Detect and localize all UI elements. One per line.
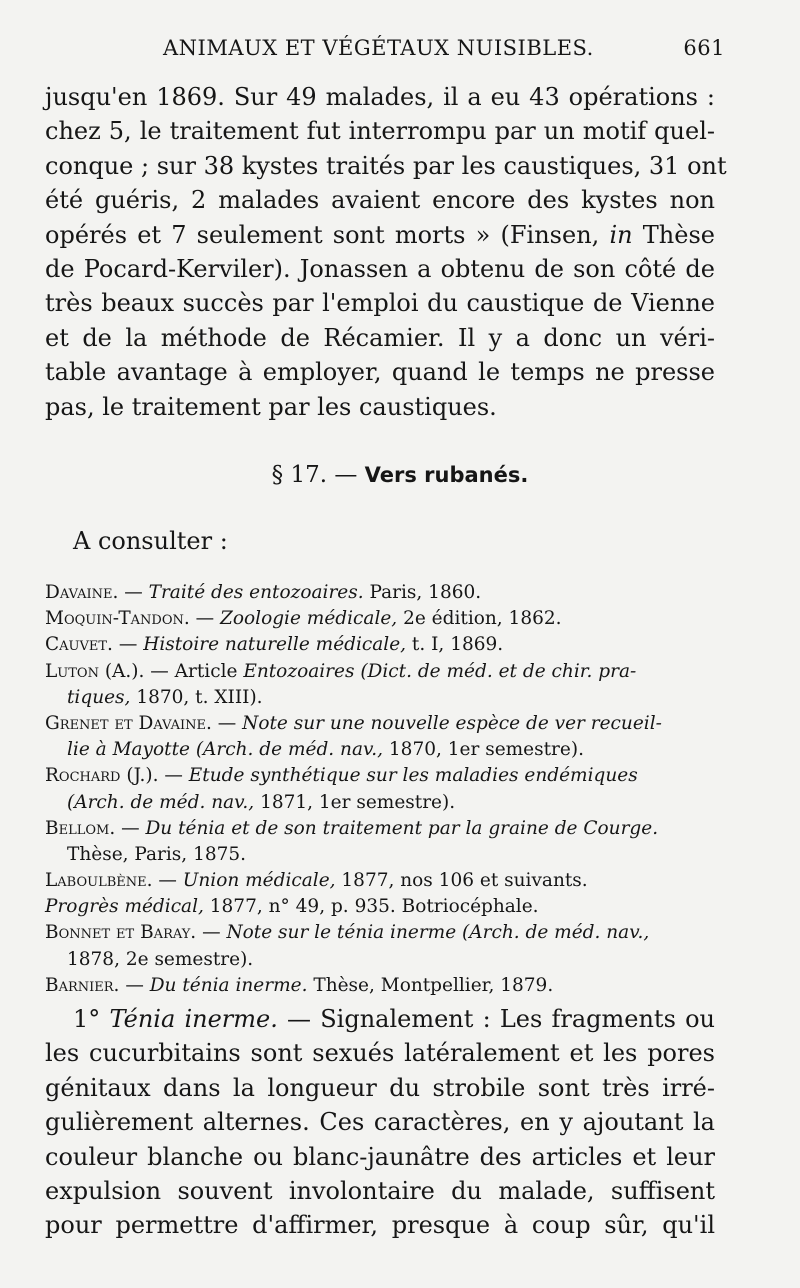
text-line: couleur blanche ou blanc-jaunâtre des articles et leur [45,1142,715,1171]
bibliography-entry [45,763,715,815]
text-line: Bonnet et Baray. — Note sur le ténia inerme (Arch. de méd. nav., [45,922,650,944]
ref-author: Grenet et Davaine. [45,712,212,734]
ref-author: Davaine. [45,582,119,603]
ref-author: Bonnet et Baray. [45,922,197,944]
text-line: gulièrement alternes. Ces caractères, en y ajoutant la [45,1108,715,1137]
text-line: les cucurbitains sont sexués latéralement et les pores [45,1039,715,1068]
consult-label: A consulter : [73,527,228,555]
bibliography-entry [45,868,715,894]
text-line: Progrès médical, 1877, n° 49, p. 935. Botriocéphale. [45,896,539,918]
ref-author: Luton (A.). [45,660,145,682]
running-title: ANIMAUX ET VÉGÉTAUX NUISIBLES. [163,36,594,60]
text-line: chez 5, le traitement fut interrompu par un motif quel- [45,117,715,146]
text-line: Laboulbène. — Union médicale, 1877, nos 106 et suivants. [45,870,588,892]
text-line: et de la méthode de Récamier. Il y a donc un véri- [45,323,715,352]
ref-author: Bellom. [45,817,116,839]
text-line: conque ; sur 38 kystes traités par les caustiques, 31 ont [45,151,727,180]
ref-author: Laboulbène. [45,870,153,892]
text-line: génitaux dans la longueur du strobile sont très irré- [45,1073,715,1102]
text-line: opérés et 7 seulement sont morts » (Finsen, in Thèse [45,220,715,249]
bibliography-entry [45,920,715,972]
text-line: Cauvet. — Histoire naturelle médicale, t. I, 1869. [45,634,504,656]
text-line: Rochard (J.). — Etude synthétique sur les maladies endémiques [45,765,638,787]
text-line: table avantage à employer, quand le temps ne presse [45,358,715,387]
ref-author: Cauvet. [45,634,113,656]
text-line: expulsion souvent involontaire du malade, suffisent [45,1176,715,1205]
page-number: 661 [683,36,725,60]
bibliography-entry [45,816,715,868]
bibliography-entry [45,973,715,999]
text-line: Barnier. — Du ténia inerme. Thèse, Montpellier, 1879. [45,974,554,996]
text-line: jusqu'en 1869. Sur 49 malades, il a eu 43 opérations : [45,83,715,111]
text-line: tiques, 1870, t. XIII). [67,686,263,708]
text-line: Grenet et Davaine. — Note sur une nouvelle espèce de ver recueil- [45,712,662,734]
text-line: été guéris, 2 malades avaient encore des kystes non [45,186,715,215]
text-line: Moquin-Tandon. — Zoologie médicale, 2e édition, 1862. [45,608,562,630]
text-line: Thèse, Paris, 1875. [67,843,247,865]
ref-author: Rochard (J.). [45,765,159,787]
text-line: Luton (A.). — Article Entozoaires (Dict. de méd. et de chir. pra- [45,660,637,682]
text-line: de Pocard-Kerviler). Jonassen a obtenu de son côté de [45,254,715,283]
bibliography-entry [45,711,715,763]
text-line: lie à Mayotte (Arch. de méd. nav., 1870, 1er semestre). [67,739,584,761]
bibliography-entry [45,894,715,920]
ref-author: Moquin-Tandon. [45,608,190,630]
text-line: (Arch. de méd. nav., 1871, 1er semestre). [67,791,456,813]
text-line: Bellom. — Du ténia et de son traitement par la graine de Courge. [45,817,659,839]
bibliography-entry [45,632,715,658]
bibliography-entry [45,580,715,606]
section-name: Vers rubanés. [364,463,529,487]
section-number: § 17. — [271,462,358,488]
paragraph-2 [45,1002,715,1243]
text-line: pour permettre d'affirmer, presque à coup sûr, qu'il [45,1211,715,1240]
text-line: très beaux succès par l'emploi du caustique de Vienne [45,289,715,318]
bibliography [45,580,715,999]
section-heading [0,462,800,488]
ref-author: Barnier. [45,974,120,996]
text-line: 1878, 2e semestre). [67,948,254,970]
page-header [45,32,725,68]
text-line: pas, le traitement par les caustiques. [45,392,497,421]
text-line: Davaine. — Traité des entozoaires. Paris, 1860. [45,582,482,603]
text-line: 1° Ténia inerme. — Signalement : Les fragments ou [73,1005,715,1033]
bibliography-entry [45,606,715,632]
bibliography-entry [45,659,715,711]
paragraph-1 [45,80,727,424]
